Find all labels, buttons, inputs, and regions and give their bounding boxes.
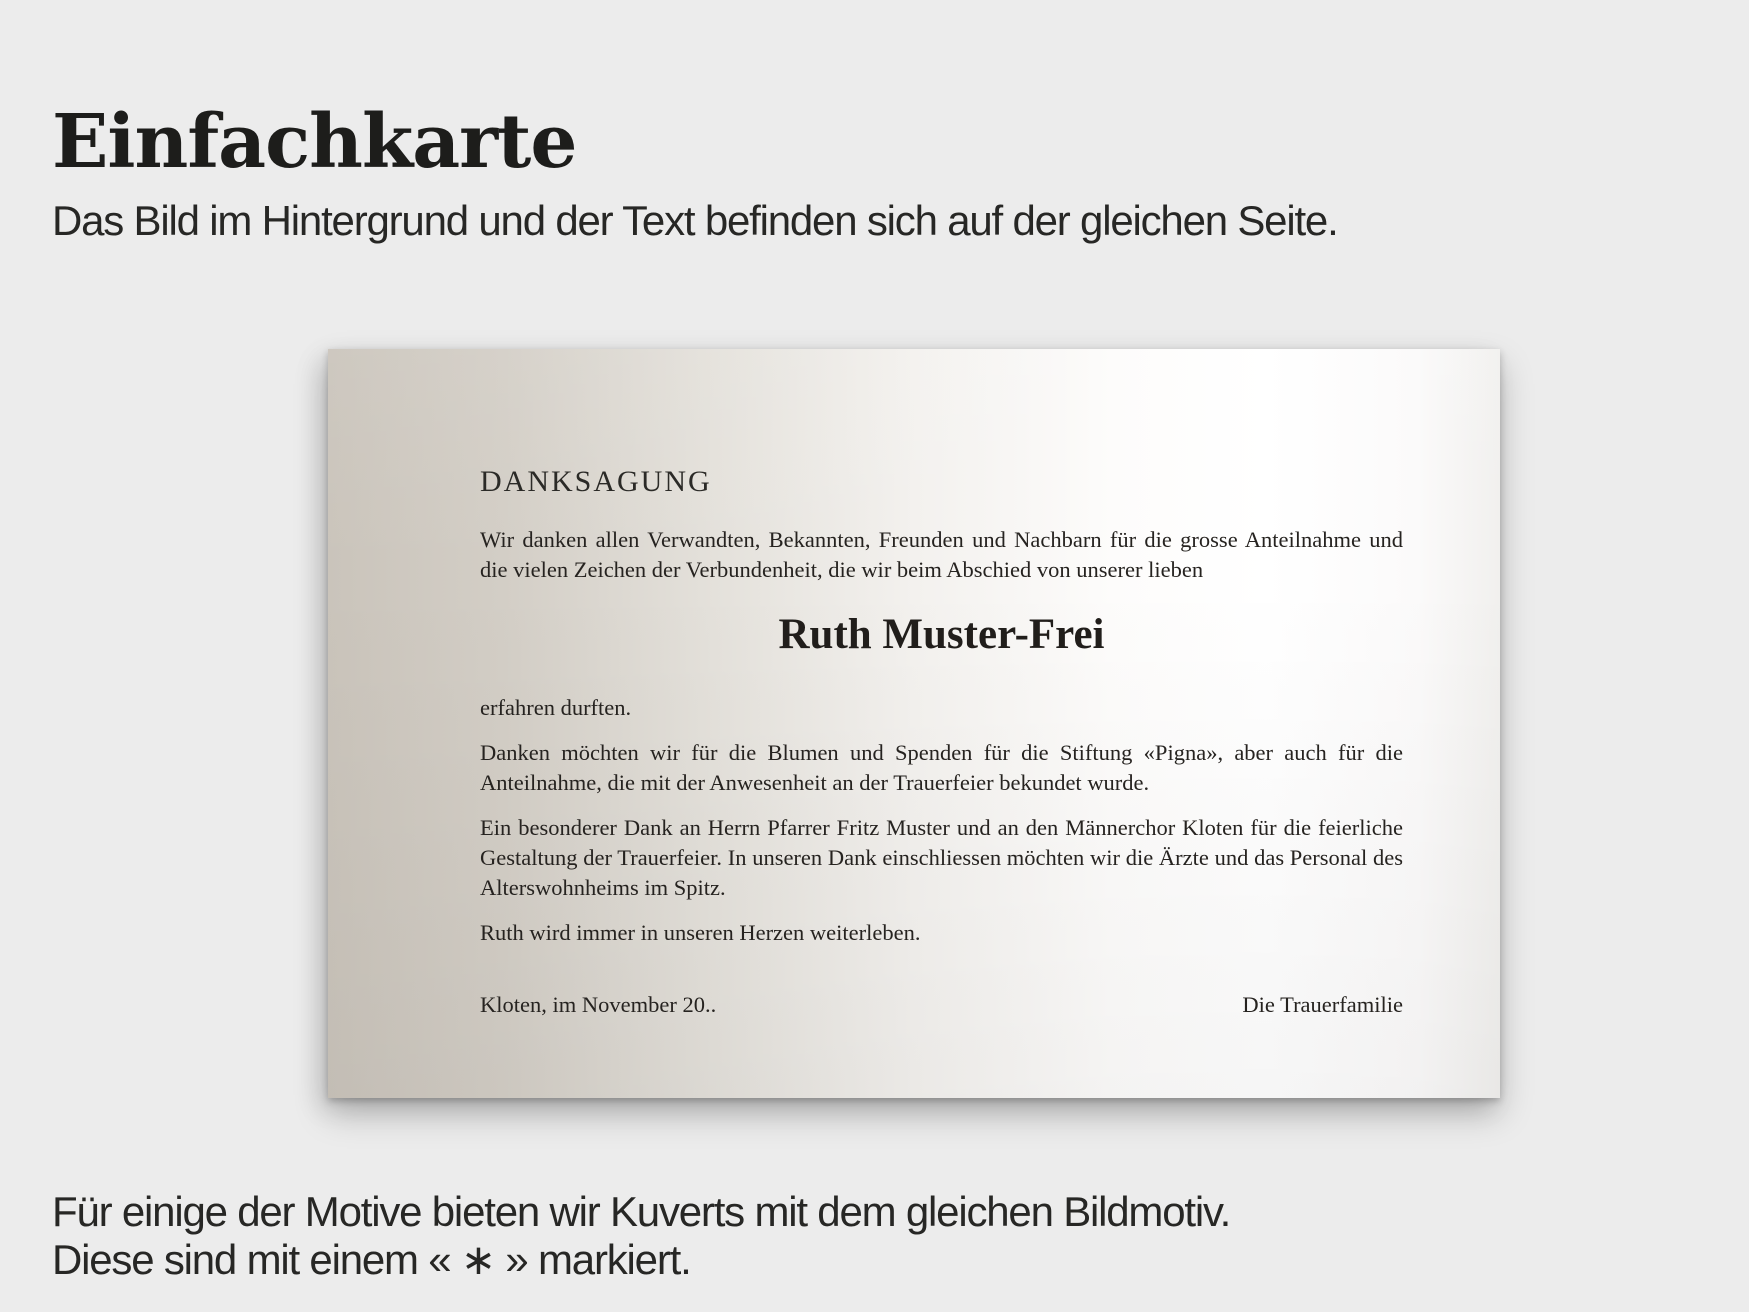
page-footer — [52, 1188, 1230, 1284]
page-title: Einfachkarte — [52, 98, 577, 185]
memorial-card-preview — [328, 349, 1500, 1098]
card-heading: DANKSAGUNG — [480, 465, 712, 498]
card-thanks-flowers-paragraph: Danken möchten wir für die Blumen und Spenden für die Stiftung «Pigna», aber auch für die Anteilnahme, die mit der Anwesenheit an der Trauerfeier bekundet wurde. — [480, 740, 1403, 795]
card-thanks-special-paragraph: Ein besonderer Dank an Herrn Pfarrer Fritz Muster und an den Männerchor Kloten für die feierliche Gestaltung der Trauerfeier. In unseren Dank einschliessen möchten wir die Ärzte und das Personal des Alterswohnheims im Spitz. — [480, 815, 1403, 900]
page-subtitle: Das Bild im Hintergrund und der Text befinden sich auf der gleichen Seite. — [52, 197, 1338, 244]
card-intro-paragraph: Wir danken allen Verwandten, Bekannten, Freunden und Nachbarn für die grosse Anteilnahme und die vielen Zeichen der Verbundenheit, die wir beim Abschied von unserer lieben — [480, 527, 1403, 582]
card-place-date: Kloten, im November 20.. — [480, 992, 717, 1017]
page-footer-line1: Für einige der Motive bieten wir Kuverts mit dem gleichen Bildmotiv. — [52, 1188, 1231, 1235]
card-closing-line: Ruth wird immer in unseren Herzen weiterleben. — [480, 920, 921, 945]
card-signature: Die Trauerfamilie — [1242, 992, 1403, 1017]
card-footer — [480, 990, 1403, 1020]
deceased-name: Ruth Muster-Frei — [778, 611, 1105, 658]
card-after-name-line: erfahren durften. — [480, 695, 632, 720]
page-footer-line2: Diese sind mit einem « ∗ » markiert. — [52, 1236, 691, 1283]
